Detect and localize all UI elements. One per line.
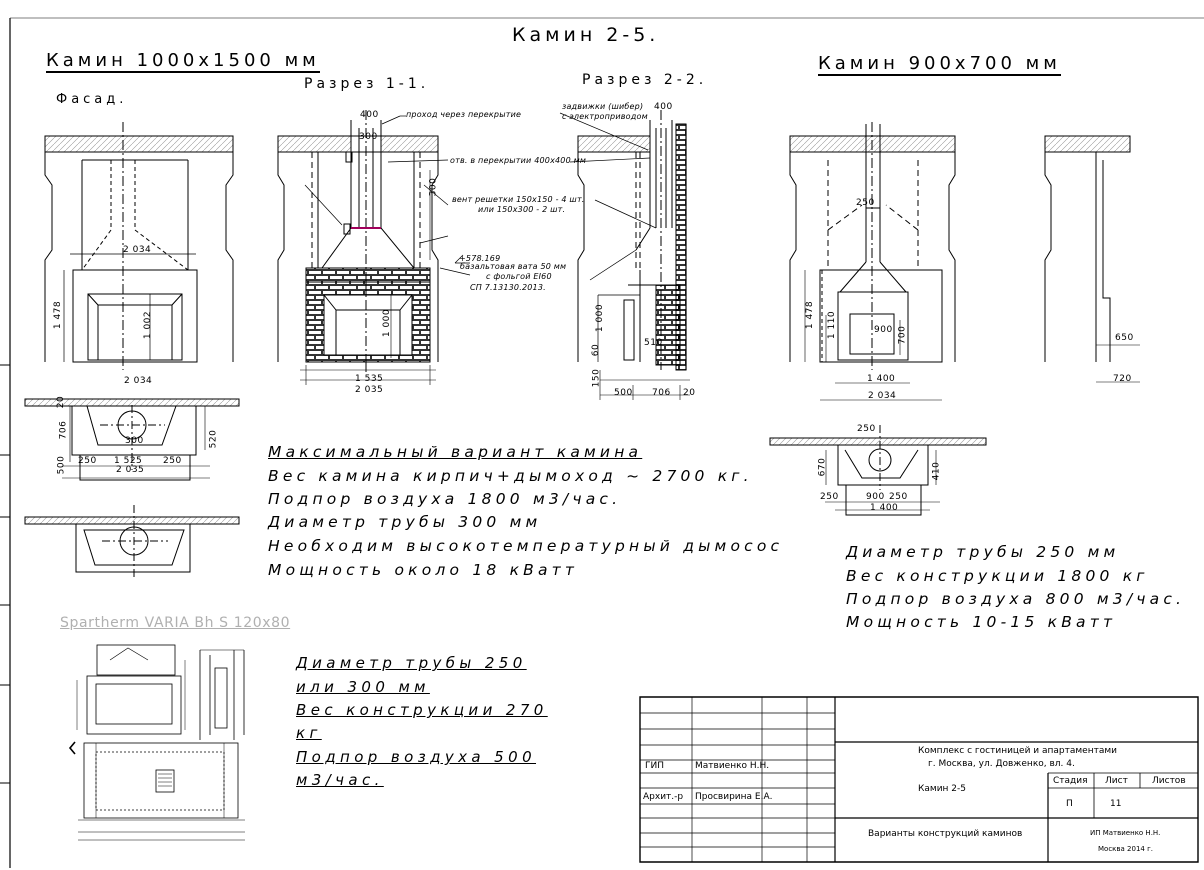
spec-small-line-2: Вес конструкции 1800 кг: [846, 567, 1149, 585]
spartherm-line-5: Подпор воздуха 500: [296, 748, 537, 766]
small-fireplace-elevation: [790, 122, 955, 400]
dim-150: 150: [591, 368, 602, 388]
dim-900b: 900: [866, 492, 885, 502]
spec-small-line-1: Диаметр трубы 250 мм: [846, 543, 1120, 561]
tb-arch-role: Архит.-р: [643, 792, 684, 802]
section-2-2-title: Разрез 2-2.: [582, 72, 708, 88]
spartherm-line-3: Вес конструкции 270: [296, 701, 548, 719]
spec-max-line-1: Вес камина кирпич+дымоход ~ 2700 кг.: [268, 467, 753, 485]
tb-sheet-header: Лист: [1105, 776, 1128, 786]
dim-250a: 250: [78, 456, 97, 466]
dim-1525: 1 525: [114, 456, 143, 466]
tb-drawing-name: Варианты конструкций каминов: [868, 829, 1023, 839]
main-title: Камин 2-5.: [512, 24, 660, 46]
dim-250c: 250: [856, 198, 875, 208]
dim-510: 510: [644, 338, 663, 348]
tb-gip-name: Матвиенко Н.Н.: [695, 761, 770, 771]
dim-2034b: 2 034: [124, 376, 153, 386]
dim-60: 60: [591, 343, 602, 357]
dim-250e: 250: [820, 492, 839, 502]
section-1-1: [278, 110, 470, 385]
dim-1110: 1 110: [827, 310, 838, 340]
spartherm-label: Spartherm VARIA Bh S 120x80: [60, 615, 291, 631]
spec-small-line-3: Подпор воздуха 800 м3/час.: [846, 590, 1186, 608]
dim-520: 520: [208, 429, 219, 449]
dim-250d: 250: [857, 424, 876, 434]
dim-900a: 900: [874, 325, 893, 335]
dim-1000b: 1 000: [595, 303, 606, 333]
note-wool-3: СП 7.13130.2013.: [470, 283, 546, 292]
left-fireplace-title: Камин 1000х1500 мм: [46, 50, 320, 71]
spec-max-line-2: Подпор воздуха 1800 м3/час.: [268, 490, 622, 508]
dim-300b: 300: [428, 177, 439, 197]
note-level: +578.169: [459, 254, 501, 263]
tb-sheet-name: Камин 2-5: [918, 784, 966, 794]
dim-1002: 1 002: [143, 310, 154, 340]
dim-2034a: 2 034: [123, 245, 152, 255]
spec-max-line-3: Диаметр трубы 300 мм: [268, 513, 542, 531]
tb-stage: П: [1066, 799, 1073, 809]
small-fireplace-side: [1045, 136, 1140, 382]
facade-plan-lower: [25, 505, 239, 580]
note-wool-2: с фольгой EI60: [486, 272, 552, 281]
tb-arch-name: Просвирина Е.А.: [695, 792, 773, 802]
tb-company: ИП Матвиенко Н.Н.: [1090, 829, 1161, 837]
dim-2035b: 2 035: [116, 465, 145, 475]
spartherm-line-1: Диаметр трубы 250: [296, 654, 527, 672]
spec-max-line-5: Мощность около 18 кВатт: [268, 561, 579, 579]
dim-410: 410: [931, 461, 942, 481]
note-wool-1: базальтовая вата 50 мм: [460, 262, 567, 271]
dim-300a: 300: [359, 132, 378, 142]
spartherm-drawings: [70, 645, 245, 840]
dim-1400b: 1 400: [870, 503, 899, 513]
facade-title: Фасад.: [56, 92, 128, 107]
dim-1478: 1 478: [53, 300, 64, 330]
tb-city-year: Москва 2014 г.: [1098, 845, 1153, 853]
spartherm-line-2: или 300 мм: [296, 678, 430, 696]
note-opening: отв. в перекрытии 400х400 мм: [450, 156, 587, 165]
note-dampers-1: задвижки (шибер): [562, 102, 644, 111]
note-dampers-2: с электроприводом: [562, 112, 648, 121]
dim-706a: 706: [652, 388, 671, 398]
dim-670: 670: [817, 457, 828, 477]
dim-20b: 20: [56, 395, 67, 409]
right-fireplace-title: Камин 900х700 мм: [818, 53, 1061, 74]
dim-250f: 250: [889, 492, 908, 502]
spec-small-line-4: Мощность 10-15 кВатт: [846, 613, 1117, 631]
spartherm-line-6: м3/час.: [296, 771, 384, 789]
dim-720: 720: [1113, 374, 1132, 384]
tb-sheets-header: Листов: [1152, 776, 1186, 786]
dim-400b: 400: [654, 102, 673, 112]
dim-2034c: 2 034: [868, 391, 897, 401]
dim-706b: 706: [58, 420, 69, 440]
dim-650: 650: [1115, 333, 1134, 343]
dim-1000a: 1 000: [382, 308, 393, 338]
dim-400a: 400: [360, 110, 379, 120]
dim-1400a: 1 400: [867, 374, 896, 384]
section-1-1-title: Разрез 1-1.: [304, 76, 430, 92]
note-grilles-2: или 150х300 - 2 шт.: [478, 205, 566, 214]
tb-gip-role: ГИП: [645, 761, 664, 771]
dim-500a: 500: [614, 388, 633, 398]
spartherm-line-4: кг: [296, 724, 322, 742]
spec-max-line-4: Необходим высокотемпературный дымосос: [268, 537, 784, 555]
section-2-2: [560, 110, 690, 400]
dim-500b: 500: [56, 455, 67, 475]
dim-700: 700: [897, 325, 908, 345]
tb-project-1: Комплекс с гостиницей и апартаментами: [918, 746, 1117, 756]
dim-20a: 20: [683, 388, 696, 398]
tb-sheet-no: 11: [1110, 799, 1122, 809]
spec-max-title: Максимальный вариант камина: [268, 443, 643, 461]
dim-1535: 1 535: [355, 374, 384, 384]
dim-300c: 300: [125, 436, 144, 446]
dim-1478b: 1 478: [805, 300, 816, 330]
note-grilles-1: вент решетки 150х150 - 4 шт.: [452, 195, 585, 204]
dim-2035a: 2 035: [355, 385, 384, 395]
note-pass-through: проход через перекрытие: [406, 110, 522, 119]
tb-project-2: г. Москва, ул. Довженко, вл. 4.: [928, 759, 1075, 769]
dim-250b: 250: [163, 456, 182, 466]
tb-stage-header: Стадия: [1053, 776, 1088, 786]
